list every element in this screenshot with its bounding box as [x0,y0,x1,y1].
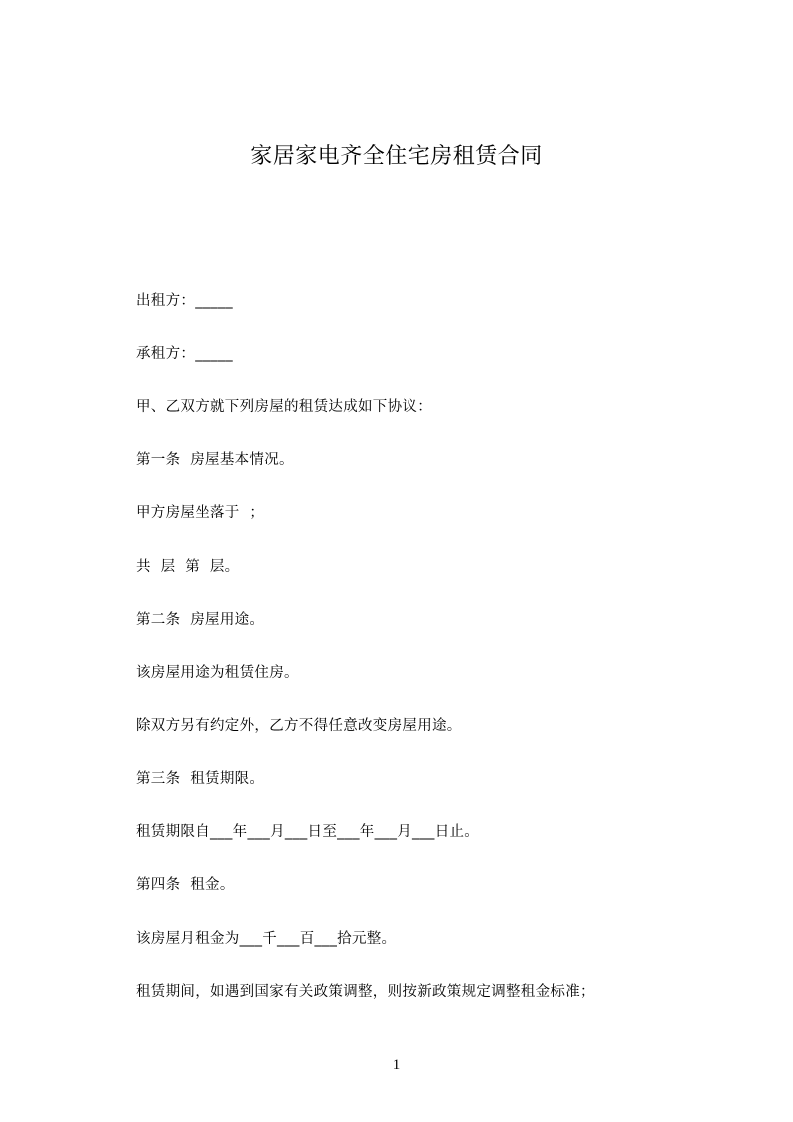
lessee-line: 承租方：_____ [136,346,233,362]
lease-term-line: 租赁期限自___年___月___日至___年___月___日止。 [136,824,480,840]
agreement-intro: 甲、乙双方就下列房屋的租赁达成如下协议： [136,399,432,415]
rent-adjustment-line: 租赁期间，如遇到国家有关政策调整，则按新政策规定调整租金标准； [136,984,595,1000]
document-title: 家居家电齐全住宅房租赁合同 [250,144,543,169]
lessor-line: 出租方：_____ [136,293,233,309]
floor-line: 共 层 第 层。 [136,559,240,575]
page-number: 1 [392,1057,401,1073]
article-1-heading: 第一条 房屋基本情况。 [136,452,294,468]
article-2-heading: 第二条 房屋用途。 [136,612,265,628]
article-4-heading: 第四条 租金。 [136,877,235,893]
usage-line: 该房屋用途为租赁住房。 [136,665,299,681]
article-3-heading: 第三条 租赁期限。 [136,771,265,787]
monthly-rent-line: 该房屋月租金为___千___百___拾元整。 [136,931,397,947]
usage-restriction-line: 除双方另有约定外，乙方不得任意改变房屋用途。 [136,718,462,734]
property-location-line: 甲方房屋坐落于 ； [136,505,265,521]
